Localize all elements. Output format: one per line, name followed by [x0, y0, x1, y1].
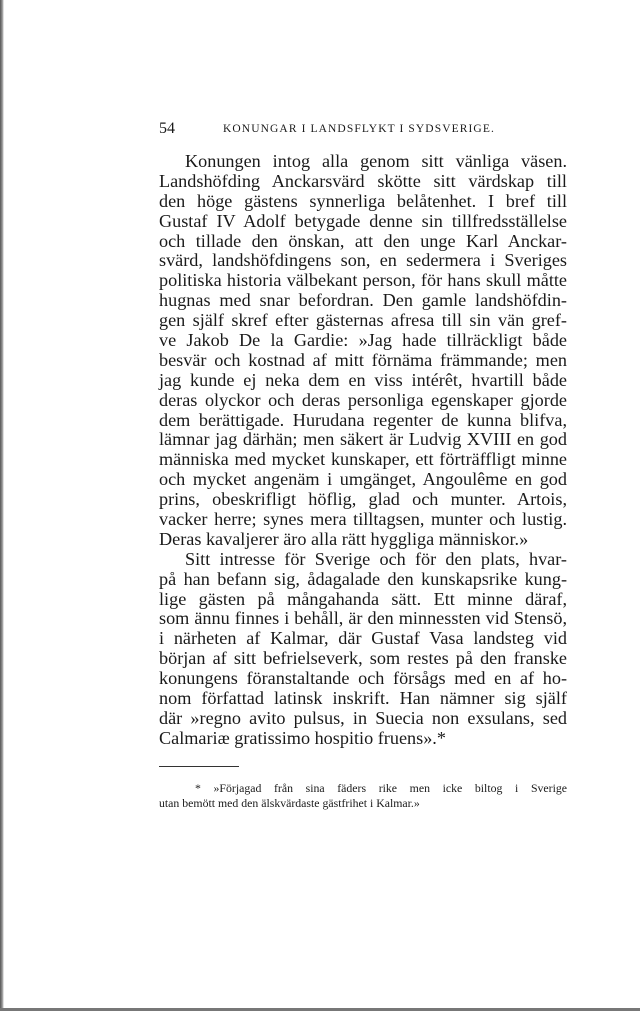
running-head	[159, 116, 567, 144]
text-line: konungens föranstaltande och försågs med en af ho-	[159, 668, 567, 689]
text-line: som ännu finnes i behåll, är den minnessten vid Stensö,	[159, 608, 567, 629]
footnote-line: utan bemött med den älskvärdaste gästfrihet i Kalmar.»	[159, 796, 420, 811]
page-number: 54	[159, 120, 175, 137]
text-line: gen själf skref efter gästernas afresa till sin vän gref-	[159, 310, 567, 331]
running-title: KONUNGAR I LANDSFLYKT I SYDSVERIGE.	[223, 123, 495, 135]
text-line: Sitt intresse för Sverige och för den plats, hvar-	[185, 548, 567, 569]
text-line: hugnas med snar befordran. Den gamle landshöfdin-	[159, 290, 567, 311]
text-line: politiska historia välbekant person, för hans skull måtte	[159, 270, 567, 291]
text-line: människa med mycket kunskaper, ett förträffligt minne	[159, 449, 567, 470]
text-line: Gustaf IV Adolf betygade denne sin tillfredsställelse	[159, 210, 567, 231]
text-line: Konungen intog alla genom sitt vänliga väsen.	[185, 151, 567, 171]
text-line: ve Jakob De la Gardie: »Jag hade tillräckligt både	[159, 330, 567, 351]
footnote-line: * »Förjagad från sina fäders rike men icke biltog i Sverige	[195, 780, 567, 795]
text-line: i närheten af Kalmar, där Gustaf Vasa landsteg vid	[159, 628, 567, 649]
text-line: vacker herre; synes mera tilltagsen, munter och lustig.	[159, 509, 567, 530]
text-line: och mycket angenäm i umgänget, Angoulême en god	[159, 469, 567, 490]
body-text	[159, 152, 567, 749]
footnote	[159, 781, 567, 812]
text-line: jag kunde ej neka dem en viss intérêt, hvartill både	[159, 369, 567, 390]
footnote-rule	[159, 766, 239, 767]
scan-left-edge	[0, 0, 4, 1011]
text-line: början af sitt befrielseverk, som restes på den franske	[159, 648, 567, 669]
text-line: lige gästen på mångahanda sätt. Ett minne däraf,	[159, 588, 567, 609]
text-line: dem berättigade. Hurudana regenter de kunna blifva,	[159, 409, 567, 430]
text-line: svärd, landshöfdingens son, en sedermera i Sveriges	[159, 250, 567, 271]
text-line: Calmariæ gratissimo hospitio fruens».*	[159, 727, 446, 748]
text-line: Deras kavaljerer äro alla rätt hyggliga människor.»	[159, 528, 529, 549]
text-line: prins, obeskrifligt höflig, glad och munter. Artois,	[159, 489, 567, 510]
text-line: där »regno avito pulsus, in Suecia non exsulans, sed	[159, 707, 567, 728]
text-line: besvär och kostnad af mitt förnäma främmande; men	[159, 349, 567, 370]
text-line: deras olyckor och deras personliga egenskaper gjorde	[159, 389, 567, 410]
text-line: på han befann sig, ådagalade den kunskapsrike kung-	[159, 568, 567, 589]
text-line: och tillade den önskan, att den unge Karl Anckar-	[159, 230, 567, 251]
text-line: Landshöfding Anckarsvärd skötte sitt värdskap till	[159, 170, 567, 191]
book-page	[159, 116, 567, 812]
text-line: nom författad latinsk inskrift. Han nämner sig själf	[159, 688, 567, 709]
text-line: den höge gästens synnerliga belåtenhet. I bref till	[159, 190, 567, 211]
text-line: lämnar jag därhän; men säkert är Ludvig XVIII en god	[159, 429, 567, 450]
